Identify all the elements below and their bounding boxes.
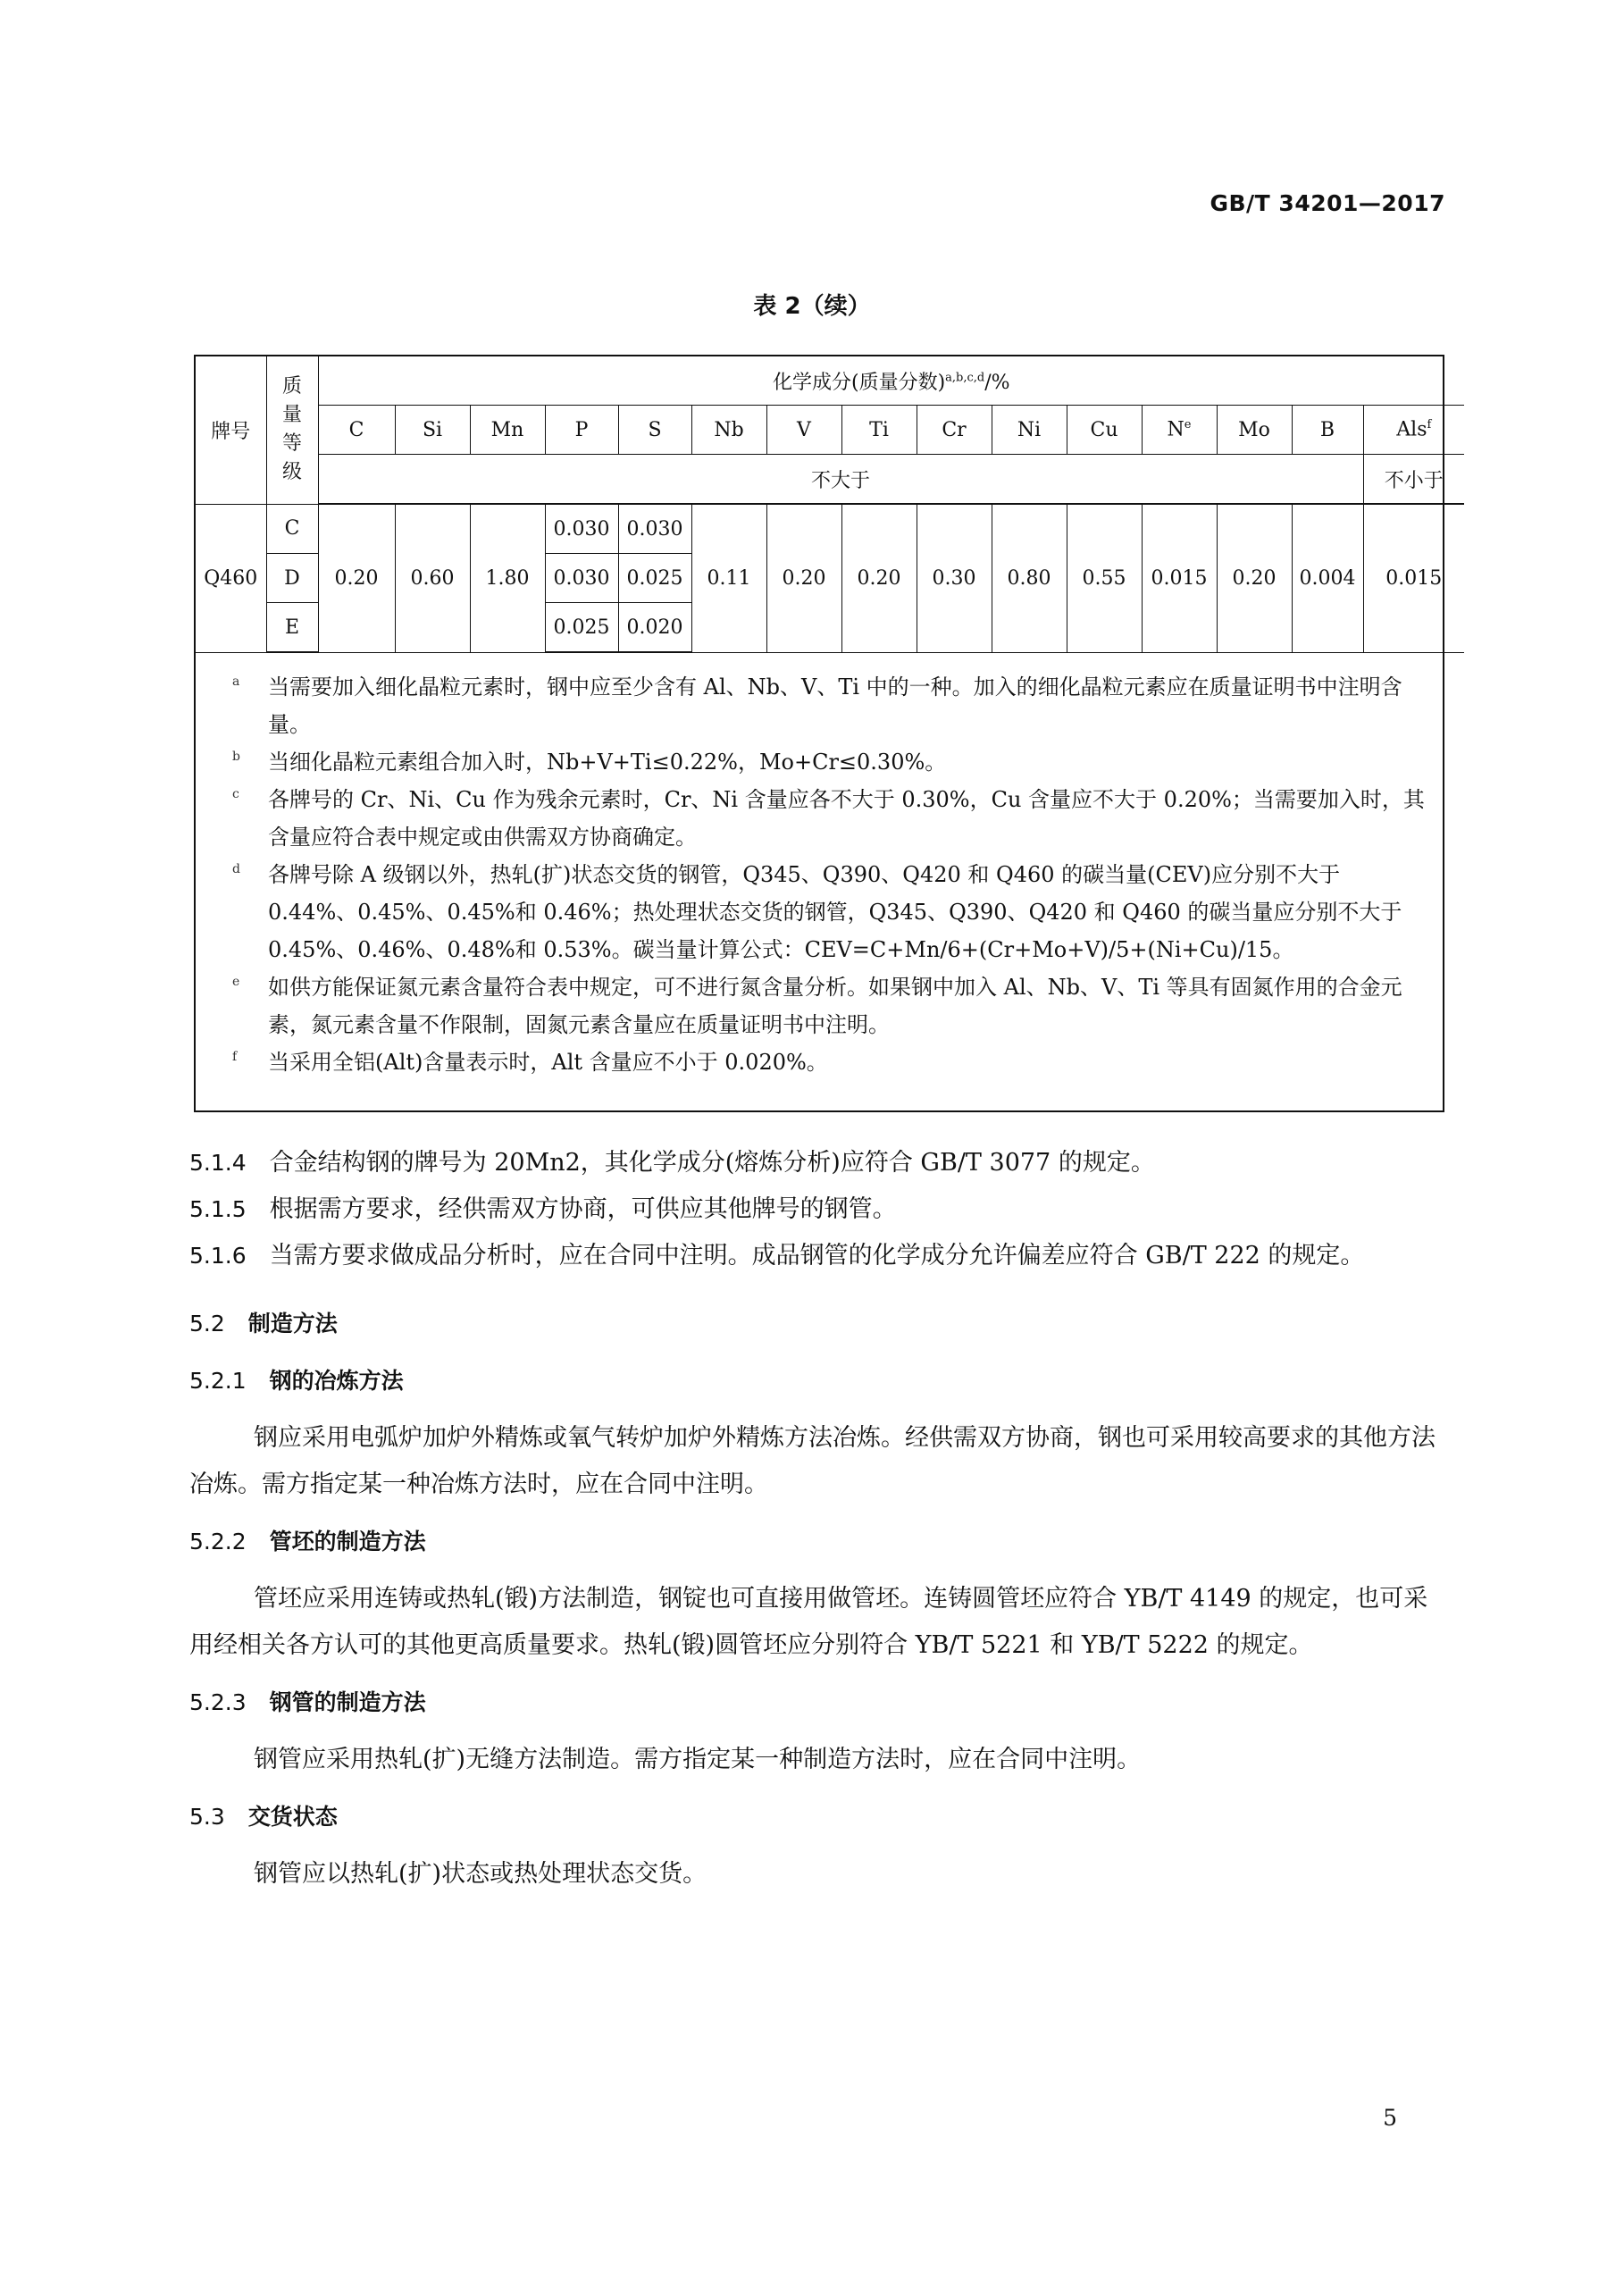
value-cell: 0.20 — [1217, 504, 1292, 652]
value-cell: 0.030 — [618, 504, 691, 554]
value-cell: 0.004 — [1292, 504, 1363, 652]
footnote: e 如供方能保证氮元素含量符合表中规定，可不进行氮含量分析。如果钢中加入 Al、Nb、V、Ti 等具有固氮作用的合金元素，氮元素含量不作限制，固氮元素含量应在质量证明书中注明。 — [232, 975, 1402, 1037]
quality-level-cell: E — [266, 603, 318, 653]
paragraph-5-2-2: 管坯应采用连铸或热轧(锻)方法制造，钢锭也可直接用做管坯。连铸圆管坯应符合 YB/T 4149 的规定，也可采用经相关各方认可的其他更高质量要求。热轧(锻)圆管坯应分别符合 YB/T 5221 和 YB/T 5222 的规定。 — [189, 1585, 1428, 1659]
value-cell: 0.11 — [691, 504, 766, 652]
value-cell: 0.20 — [318, 504, 395, 652]
element-header: Nb — [691, 406, 766, 455]
paragraph-5-2-1: 钢应采用电弧炉加炉外精炼或氧气转炉加炉外精炼方法冶炼。经供需双方协商，钢也可采用较高要求的其他方法冶炼。需方指定某一种冶炼方法时，应在合同中注明。 — [189, 1424, 1436, 1498]
paragraph-5-2-3: 钢管应采用热轧(扩)无缝方法制造。需方指定某一种制造方法时，应在合同中注明。 — [254, 1746, 1142, 1773]
limit-min-label: 不小于 — [1363, 455, 1464, 505]
footnote: d 各牌号除 A 级钢以外，热轧(扩)状态交货的钢管，Q345、Q390、Q420 和 Q460 的碳当量(CEV)应分别不大于 0.44%、0.45%、0.45%和 0.46%；热处理状态交货的钢管，Q345、Q390、Q420 和 Q460 的碳当量应分别不大于 0.45%、0.46%、0.48%和 0.53%。碳当量计算公式：CEV=C+Mn/6+(Cr+Mo+V)/5+(Ni+Cu)/15。 — [232, 862, 1402, 962]
value-cell: 0.30 — [917, 504, 992, 652]
quality-level-cell: C — [266, 504, 318, 554]
value-cell: 0.60 — [395, 504, 470, 652]
grade-cell: Q460 — [196, 504, 266, 652]
header-quality-level: 质 量 等 级 — [266, 356, 318, 504]
value-cell: 0.030 — [545, 554, 618, 603]
value-cell: 0.20 — [841, 504, 917, 652]
header-chemical-composition: 化学成分(质量分数)$^{a,b,c,d}$/% — [318, 356, 1464, 406]
element-header: Cu — [1067, 406, 1142, 455]
heading-5-2-2: 5.2.2 管坯的制造方法 — [189, 1529, 426, 1554]
table-title: 表 2（续） — [753, 293, 871, 320]
value-cell: 1.80 — [470, 504, 545, 652]
element-header: P — [545, 406, 618, 455]
heading-5-2-3: 5.2.3 钢管的制造方法 — [189, 1689, 426, 1715]
standard-number: GB/T 34201—2017 — [1210, 190, 1445, 216]
element-header: B — [1292, 406, 1363, 455]
element-header: V — [766, 406, 841, 455]
value-cell: 0.80 — [992, 504, 1067, 652]
heading-5-2: 5.2 制造方法 — [189, 1311, 338, 1337]
footnote: b 当细化晶粒元素组合加入时，Nb+V+Ti≤0.22%，Mo+Cr≤0.30%。 — [232, 750, 947, 775]
clause-5-1-6: 5.1.6 当需方要求做成品分析时，应在合同中注明。成品钢管的化学成分允许偏差应符合 GB/T 222 的规定。 — [189, 1242, 1365, 1270]
value-cell: 0.025 — [618, 554, 691, 603]
element-header: Ti — [841, 406, 917, 455]
element-header: S — [618, 406, 691, 455]
element-header: Cr — [917, 406, 992, 455]
document-body — [189, 1140, 1444, 1898]
table-footnotes — [232, 668, 1429, 1081]
element-header: Ni — [992, 406, 1067, 455]
paragraph-5-3: 钢管应以热轧(扩)状态或热处理状态交货。 — [254, 1860, 707, 1888]
header-grade: 牌号 — [196, 356, 266, 504]
value-cell: 0.020 — [618, 603, 691, 653]
heading-5-3: 5.3 交货状态 — [189, 1804, 338, 1830]
footnote: a 当需要加入细化晶粒元素时，钢中应至少含有 Al、Nb、V、Ti 中的一种。加入的细化晶粒元素应在质量证明书中注明含量。 — [232, 675, 1402, 737]
element-header: Si — [395, 406, 470, 455]
value-cell: 0.025 — [545, 603, 618, 653]
element-header: C — [318, 406, 395, 455]
footnote: c 各牌号的 Cr、Ni、Cu 作为残余元素时，Cr、Ni 含量应各不大于 0.30%，Cu 含量应不大于 0.20%；当需要加入时，其含量应符合表中规定或由供需双方协商确定。 — [232, 787, 1425, 850]
value-cell: 0.55 — [1067, 504, 1142, 652]
value-cell: 0.015 — [1363, 504, 1464, 652]
value-cell: 0.030 — [545, 504, 618, 554]
page-number: 5 — [1383, 2105, 1397, 2131]
element-header: Mn — [470, 406, 545, 455]
limit-max-label: 不大于 — [318, 455, 1363, 505]
element-header: Mo — [1217, 406, 1292, 455]
footnote: f 当采用全铝(Alt)含量表示时，Alt 含量应不小于 0.020%。 — [232, 1050, 828, 1075]
heading-5-2-1: 5.2.1 钢的冶炼方法 — [189, 1368, 404, 1394]
clause-5-1-5: 5.1.5 根据需方要求，经供需双方协商，可供应其他牌号的钢管。 — [189, 1195, 897, 1223]
element-header: Als$^f$ — [1363, 406, 1464, 455]
quality-level-cell: D — [266, 554, 318, 603]
element-header: $N^e$ — [1142, 406, 1217, 455]
value-cell: 0.015 — [1142, 504, 1217, 652]
clause-5-1-4: 5.1.4 合金结构钢的牌号为 20Mn2，其化学成分(熔炼分析)应符合 GB/T 3077 的规定。 — [189, 1149, 1155, 1177]
value-cell: 0.20 — [766, 504, 841, 652]
